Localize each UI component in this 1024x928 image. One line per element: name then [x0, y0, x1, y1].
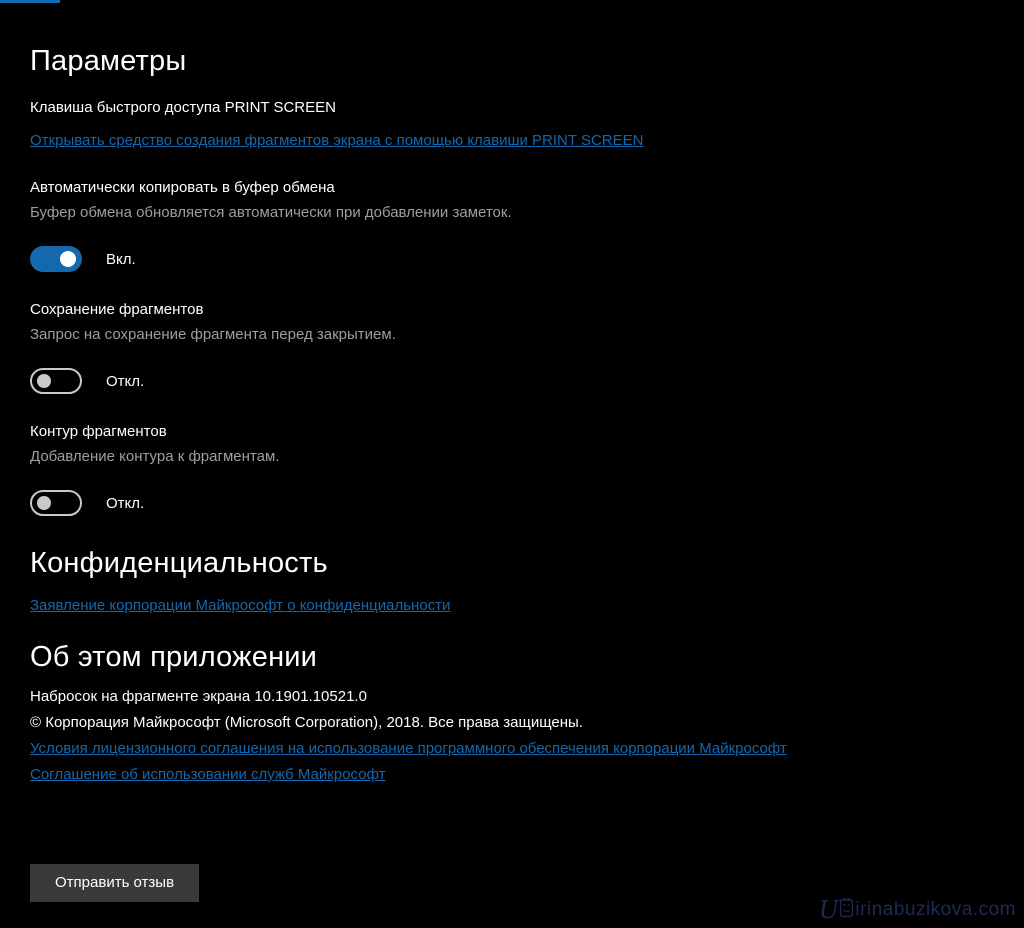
print-screen-shortcut-link[interactable]: Открывать средство создания фрагментов экрана с помощью клавиши PRINT SCREEN: [30, 132, 644, 149]
privacy-section-title: Конфиденциальность: [30, 547, 328, 579]
toggle-knob: [60, 251, 76, 267]
toggle-knob: [37, 496, 51, 510]
setting-save-snips: [30, 300, 994, 394]
clipboard-toggle-row: [30, 246, 994, 272]
privacy-statement-link[interactable]: Заявление корпорации Майкрософт о конфиденциальности: [30, 597, 451, 614]
save-snips-description: Запрос на сохранение фрагмента перед закрытием.: [30, 326, 396, 343]
watermark: [819, 896, 1016, 924]
save-snips-toggle[interactable]: [30, 368, 82, 394]
app-version-text: Набросок на фрагменте экрана 10.1901.10521.0: [30, 688, 367, 705]
clipboard-toggle-state: Вкл.: [106, 250, 136, 268]
save-snips-label: Сохранение фрагментов: [30, 301, 204, 318]
save-snips-toggle-state: Откл.: [106, 372, 145, 390]
page-title: Параметры: [30, 45, 187, 77]
services-agreement-link[interactable]: Соглашение об использовании служб Майкрософт: [30, 766, 386, 783]
save-snips-toggle-row: [30, 368, 994, 394]
watermark-text: irinabuzikova.com: [855, 899, 1016, 920]
clipboard-toggle[interactable]: [30, 246, 82, 272]
copyright-text: © Корпорация Майкрософт (Microsoft Corporation), 2018. Все права защищены.: [30, 714, 583, 731]
outline-description: Добавление контура к фрагментам.: [30, 448, 280, 465]
clipboard-description: Буфер обмена обновляется автоматически при добавлении заметок.: [30, 204, 512, 221]
license-terms-link[interactable]: Условия лицензионного соглашения на использование программного обеспечения корпорации Майкрософт: [30, 740, 787, 757]
setting-clipboard: [30, 178, 994, 272]
outline-toggle-state: Откл.: [106, 494, 145, 512]
clipboard-label: Автоматически копировать в буфер обмена: [30, 179, 335, 196]
about-info: [30, 684, 994, 788]
toggle-knob: [37, 374, 51, 388]
about-section-title: Об этом приложении: [30, 641, 318, 673]
outline-toggle[interactable]: [30, 490, 82, 516]
setting-outline: [30, 422, 994, 516]
outline-toggle-row: [30, 490, 994, 516]
send-feedback-button[interactable]: Отправить отзыв: [30, 864, 199, 902]
print-screen-label: Клавиша быстрого доступа PRINT SCREEN: [30, 99, 336, 116]
top-accent-line: [0, 0, 60, 3]
watermark-script-glyph: U: [818, 896, 840, 924]
cat-badge-logo-icon: [840, 897, 853, 923]
setting-print-screen: [30, 98, 994, 151]
outline-label: Контур фрагментов: [30, 423, 167, 440]
